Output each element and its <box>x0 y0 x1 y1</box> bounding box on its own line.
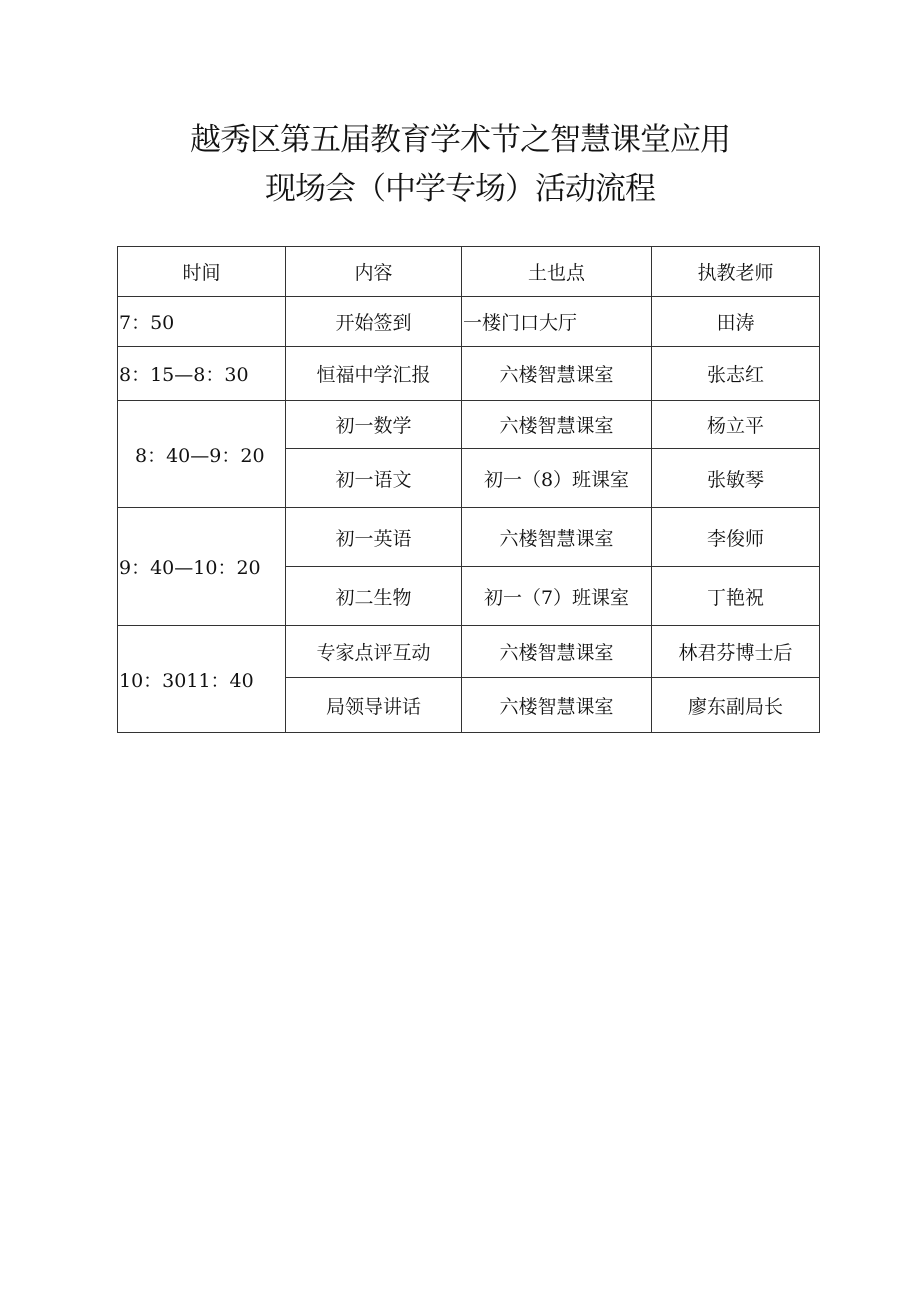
cell-location: 六楼智慧课室 <box>462 347 652 401</box>
cell-content: 初一英语 <box>286 508 462 567</box>
cell-location: 六楼智慧课室 <box>462 678 652 733</box>
cell-teacher: 丁艳祝 <box>652 567 820 626</box>
cell-location: 六楼智慧课室 <box>462 401 652 449</box>
cell-teacher: 廖东副局长 <box>652 678 820 733</box>
cell-location: 一楼门口大厅 <box>462 297 652 347</box>
cell-time: 10：3011：40 <box>118 626 286 733</box>
document-title-line-2: 现场会（中学专场）活动流程 <box>265 171 655 207</box>
header-content: 内容 <box>286 247 462 297</box>
cell-content: 初二生物 <box>286 567 462 626</box>
cell-teacher: 田涛 <box>652 297 820 347</box>
cell-content: 恒福中学汇报 <box>286 347 462 401</box>
cell-time: 9：40—10：20 <box>118 508 286 626</box>
schedule-table <box>117 246 820 733</box>
cell-teacher: 张敏琴 <box>652 449 820 508</box>
table-row <box>118 401 820 449</box>
cell-teacher: 李俊师 <box>652 508 820 567</box>
cell-location: 初一（7）班课室 <box>462 567 652 626</box>
cell-content: 开始签到 <box>286 297 462 347</box>
cell-location: 初一（8）班课室 <box>462 449 652 508</box>
table-row <box>118 508 820 567</box>
cell-time: 8：15—8：30 <box>118 347 286 401</box>
header-time: 时间 <box>118 247 286 297</box>
table-row <box>118 347 820 401</box>
table-row <box>118 626 820 678</box>
header-teacher: 执教老师 <box>652 247 820 297</box>
table-row <box>118 297 820 347</box>
cell-location: 六楼智慧课室 <box>462 626 652 678</box>
cell-location: 六楼智慧课室 <box>462 508 652 567</box>
cell-time: 8：40—9：20 <box>118 401 286 508</box>
cell-teacher: 林君芬博士后 <box>652 626 820 678</box>
cell-teacher: 杨立平 <box>652 401 820 449</box>
header-location: 土也点 <box>462 247 652 297</box>
document-title-line-1: 越秀区第五届教育学术节之智慧课堂应用 <box>190 122 730 158</box>
table-header-row <box>118 247 820 297</box>
cell-content: 专家点评互动 <box>286 626 462 678</box>
cell-content: 初一数学 <box>286 401 462 449</box>
cell-teacher: 张志红 <box>652 347 820 401</box>
cell-content: 初一语文 <box>286 449 462 508</box>
cell-content: 局领导讲话 <box>286 678 462 733</box>
cell-time: 7：50 <box>118 297 286 347</box>
